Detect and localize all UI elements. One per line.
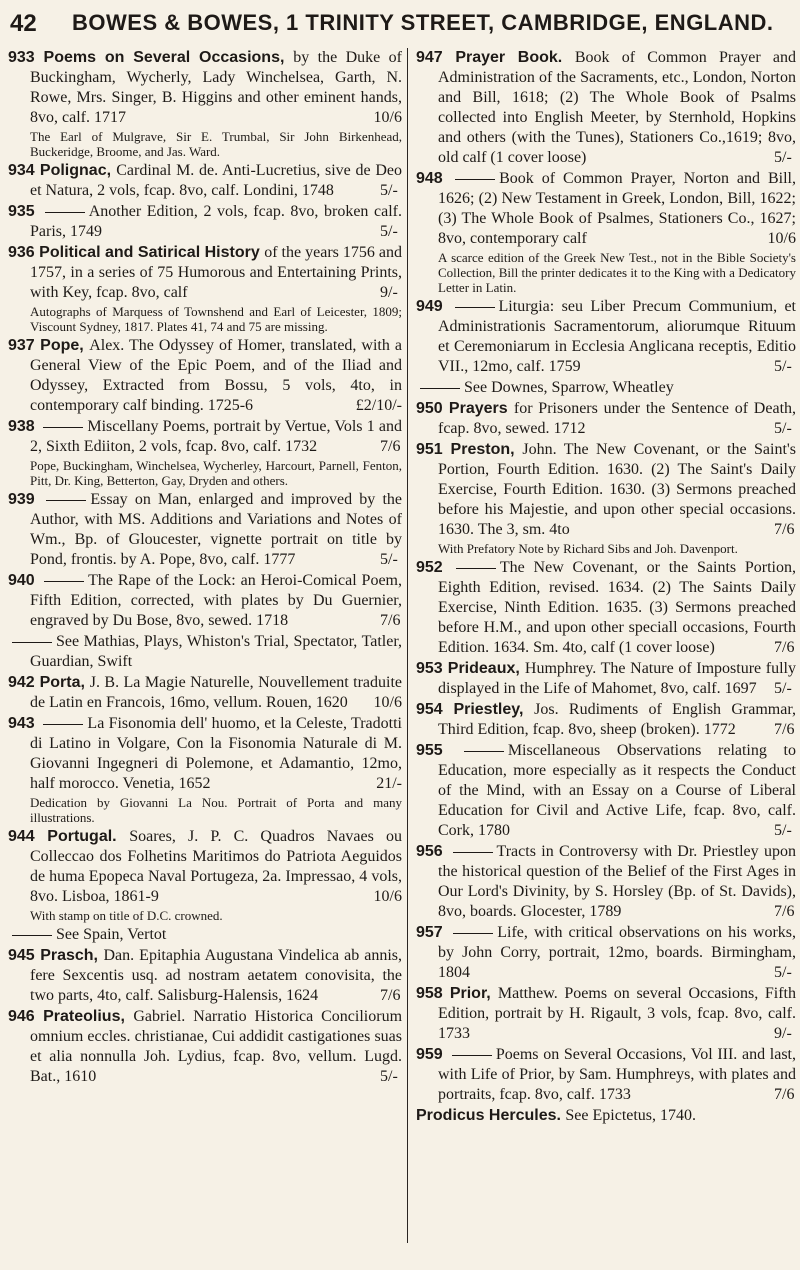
ditto-dash	[45, 212, 85, 213]
page-header	[0, 6, 800, 44]
entry-heading: Porta,	[39, 674, 90, 691]
entry-price: 10/6	[373, 109, 402, 126]
entry-heading: Prideaux,	[447, 660, 525, 677]
left-column	[8, 48, 402, 1088]
entry-description: See Spain, Vertot	[56, 926, 167, 943]
entry-number: 957	[416, 924, 450, 941]
entry-price: 21/-	[376, 775, 402, 792]
entry-heading: Poems on Several Occasions,	[43, 49, 294, 66]
entry-note: The Earl of Mulgrave, Sir E. Trumbal, Sir John Birkenhead, Buckeridge, Broome, and Jas. Ward.	[30, 129, 402, 159]
ditto-dash	[453, 933, 493, 934]
catalogue-entry	[8, 48, 402, 128]
ditto-dash	[44, 581, 84, 582]
entry-number: 936	[8, 244, 40, 261]
entry-description: See Mathias, Plays, Whiston's Trial, Spectator, Tatler, Guardian, Swift	[30, 633, 402, 670]
entry-number: 956	[416, 843, 449, 860]
entry-heading: Political and Satirical History	[39, 244, 265, 261]
ditto-dash	[43, 724, 83, 725]
entry-number: 946	[8, 1008, 44, 1025]
catalogue-entry	[8, 336, 402, 416]
catalogue-entry: 955 Miscellaneous Observations relating to Education, more especially as it respects the Conduct of the Mind, with an Essay on a Course of Liberal Education for Civil and Active Life, fcap. 8vo, calf. Cork, 1780 5/-	[416, 742, 796, 839]
entry-number: 939	[8, 491, 43, 508]
entry-price: 10/6	[767, 230, 796, 247]
catalogue-entry	[8, 925, 402, 945]
catalogue-entry: 958 Prior, Matthew. Poems on several Occasions, Fifth Edition, portrait by H. Rigault, 3 vols, fcap. 8vo, calf. 1733 9/-	[416, 985, 796, 1042]
entry-description: John. The New Covenant, or the Saint's Portion, Fourth Edition. 1630. (2) The Saint's Daily Exercise, Fourth Edition. 1630. (3) Sermons preached before his Majestie, and upon other special occasions. 1630. The 3, sm. 4to	[438, 441, 797, 538]
catalogue-entry: 940 The Rape of the Lock: an Heroi-Comical Poem, Fifth Edition, corrected, with plates by Du Guernier, engraved by Du Bose, 8vo, sewed. 1718 7/6	[8, 572, 403, 629]
catalogue-entry: 953 Prideaux, Humphrey. The Nature of Imposture fully displayed in the Life of Mahomet, 8vo, calf. 1697 5/-	[416, 660, 797, 697]
entry-description: Alex. The Odyssey of Homer, translated, with a General View of the Epic Poem, and of the Iliad and Odyssey, Extracted from Bossu, 5 vols, 4to, in contemporary calf binding. 1725-6	[30, 337, 403, 414]
entry-number: 954	[416, 701, 454, 718]
catalogue-entry: 950 Prayers for Prisoners under the Sentence of Death, fcap. 8vo, sewed. 1712 5/-	[416, 400, 797, 437]
entry-number: 944	[8, 828, 48, 845]
entry-number: 948	[416, 170, 452, 187]
entry-note: Autographs of Marquess of Townshend and Earl of Leicester, 1809; Viscount Sydney, 1817. Plates 41, 74 and 75 are missing.	[30, 304, 402, 334]
ditto-dash	[43, 427, 83, 428]
entry-number: 955	[416, 742, 460, 759]
catalogue-entry: 954 Priestley, Jos. Rudiments of English Grammar, Third Edition, fcap. 8vo, sheep (broken). 1772 7/6	[416, 701, 797, 738]
entry-description: for Prisoners under the Sentence of Death, fcap. 8vo, sewed. 1712	[438, 400, 797, 437]
entry-price: 10/6	[373, 694, 402, 711]
entry-description: Humphrey. The Nature of Imposture fully displayed in the Life of Mahomet, 8vo, calf. 1697	[438, 660, 797, 697]
ditto-dash	[452, 1055, 492, 1056]
entry-number: 933	[8, 49, 44, 66]
entry-number: 947	[416, 49, 456, 66]
entry-description: Matthew. Poems on several Occasions, Fifth Edition, portrait by H. Rigault, 3 vols, fcap. 8vo, calf. 1733	[438, 985, 796, 1042]
entry-heading: Prior,	[449, 985, 498, 1002]
page-number: 42	[10, 10, 37, 37]
entry-description: Tracts in Controversy with Dr. Priestley upon the historical question of the Belief of the First Ages in Our Lord's Divinity, by S. Horsley (Bp. of St. Davids), 8vo, boards. Glocester, 1789	[438, 843, 797, 920]
catalogue-entry: 935 Another Edition, 2 vols, fcap. 8vo, broken calf. Paris, 1749 5/-	[8, 203, 402, 240]
ditto-dash	[46, 500, 86, 501]
entry-number: 938	[8, 418, 40, 435]
entry-number: 940	[8, 572, 41, 589]
catalogue-entry: 959 Poems on Several Occasions, Vol III. and last, with Life of Prior, by Sam. Humphreys, with plates and portraits, fcap. 8vo, calf. 1733 7/6	[416, 1046, 796, 1103]
entry-heading: Portugal.	[47, 828, 130, 845]
catalogue-entry: 939 Essay on Man, enlarged and improved by the Author, with MS. Additions and Variations and Notes of Wm., Bp. of Gloucester, vignette portrait on title by Pond, frontis. by A. Pope, 8vo, calf. 1777 5/-	[8, 491, 402, 568]
running-head: BOWES & BOWES, 1 TRINITY STREET, CAMBRIDGE, ENGLAND.	[72, 10, 774, 35]
entry-note: Dedication by Giovanni La Nou. Portrait of Porta and many illustrations.	[30, 795, 402, 825]
catalogue-entry: 938 Miscellany Poems, portrait by Vertue, Vols 1 and 2, Sixth Ediiton, 2 vols, fcap. 8vo, calf. 1732 7/6	[8, 418, 403, 455]
entry-number: 935	[8, 203, 41, 220]
ditto-dash	[456, 568, 496, 569]
ditto-dash	[464, 751, 504, 752]
catalogue-entry: 947 Prayer Book. Book of Common Prayer and Administration of the Sacraments, etc., London, Norton and Bill, 1618; (2) The Whole Book of Psalms collected into English Meeter, by Sternhold, Hopkins and others (with the Tunes), Stationers Co.,1619; 8vo, old calf (1 cover loose) 5/-	[416, 49, 797, 166]
entry-number: 949	[416, 298, 451, 315]
ditto-dash	[455, 307, 495, 308]
catalogue-entry	[8, 714, 402, 794]
entry-description: The Rape of the Lock: an Heroi-Comical Poem, Fifth Edition, corrected, with plates by Du Guernier, engraved by Du Bose, 8vo, sewed. 1718	[30, 572, 403, 629]
entry-note: With stamp on title of D.C. crowned.	[30, 908, 223, 923]
entry-number: 945	[8, 947, 41, 964]
catalogue-entry: 951 Preston, John. The New Covenant, or the Saint's Portion, Fourth Edition. 1630. (2) The Saint's Daily Exercise, Fourth Edition. 1630. (3) Sermons preached before his Majestie, and upon other special occasions. 1630. The 3, sm. 4to 7/6	[416, 441, 797, 538]
catalogue-entry: 946 Prateolius, Gabriel. Narratio Historica Conciliorum omnium eccles. christianae, Cui addidit castigationes suas et alia nonnulla Joh. Lydius, fcap. 8vo, vellum. Lugd. Bat., 1610 5/-	[8, 1008, 403, 1085]
entry-description: Miscellany Poems, portrait by Vertue, Vols 1 and 2, Sixth Ediiton, 2 vols, fcap. 8vo, calf. 1732	[30, 418, 403, 455]
entry-description: Poems on Several Occasions, Vol III. and last, with Life of Prior, by Sam. Humphreys, with plates and portraits, fcap. 8vo, calf. 1733	[438, 1046, 796, 1103]
catalogue-entry: 949 Liturgia: seu Liber Precum Communium, et Administrationis Sacramentorum, aliorumque Rituum et Ceremoniarum in Ecclesia Anglicana receptis, Editio VII., 12mo, calf. 1759 5/-	[416, 298, 797, 375]
catalogue-entry	[416, 1106, 796, 1126]
right-column	[416, 48, 796, 1127]
entry-note: With Prefatory Note by Richard Sibs and Joh. Davenport.	[438, 541, 738, 556]
entry-description: Life, with critical observations on his works, by John Corry, portrait, 12mo, boards. Birmingham, 1804	[438, 924, 797, 981]
entry-number: 934	[8, 162, 40, 179]
entry-heading: Prodicus Hercules.	[416, 1107, 566, 1124]
entry-number: 951	[416, 441, 451, 458]
ditto-dash	[453, 852, 493, 853]
entry-description: Book of Common Prayer and Administration of the Sacraments, etc., London, Norton and Bill, 1618; (2) The Whole Book of Psalms collected into English Meeter, by Sternhold, Hopkins and others (with the Tunes), Stationers Co.,1619; 8vo, old calf (1 cover loose)	[438, 49, 797, 166]
entry-description: by the Duke of Buckingham, Wycherly, Lady Winchelsea, Garth, N. Rowe, Mrs. Singer, B. Higgins and other eminent hands, 8vo, calf. 1717	[30, 49, 403, 126]
catalogue-entry	[416, 378, 796, 398]
entry-description: Jos. Rudiments of English Grammar, Third Edition, fcap. 8vo, sheep (broken). 1772	[438, 701, 797, 738]
column-divider	[407, 48, 408, 1243]
entry-description: Cardinal M. de. Anti-Lucretius, sive de Deo et Natura, 2 vols, fcap. 8vo, calf. Londini, 1748	[30, 162, 403, 199]
entry-number: 943	[8, 715, 40, 732]
entry-heading: Prayers	[448, 400, 514, 417]
catalogue-entry: 956 Tracts in Controversy with Dr. Priestley upon the historical question of the Belief of the First Ages in Our Lord's Divinity, by S. Horsley (Bp. of St. Davids), 8vo, boards. Glocester, 1789 7/6	[416, 843, 797, 920]
entry-heading: Pope,	[40, 337, 90, 354]
entry-number: 937	[8, 337, 41, 354]
entry-number: 950	[416, 400, 449, 417]
ditto-dash	[455, 179, 495, 180]
entry-heading: Polignac,	[39, 162, 117, 179]
entry-description: Miscellaneous Observations relating to Education, more especially as it respects the Conduct of the Mind, with an Essay on a Course of Liberal Education for Civil and Active Life, fcap. 8vo, calf. Cork, 1780	[438, 742, 796, 839]
entry-description: The New Covenant, or the Saints Portion, Eighth Edition, revised. 1634. (2) The Saints Daily Exercise, Ninth Edition. 1635. (3) Sermons preached before H.M., and upon other speciall occasions, Fourth Edition. 1634. Sm. 4to, calf (1 cover loose)	[438, 559, 797, 656]
entry-number: 958	[416, 985, 450, 1002]
entry-description: Dan. Epitaphia Augustana Vindelica ab annis, fere Sexcentis usq. ad nostram aetatem conovisita, the two parts, 4to, calf. Salisburg-Halensis, 1624	[30, 947, 402, 1004]
entry-number: 959	[416, 1046, 448, 1063]
entry-heading: Prayer Book.	[455, 49, 575, 66]
catalogue-entry: 936 Political and Satirical History of the years 1756 and 1757, in a series of 75 Humorous and Entertaining Prints, with Key, fcap. 8vo, calf 9/-	[8, 244, 403, 301]
entry-heading: Preston,	[450, 441, 523, 458]
entry-price: £2/10/-	[355, 397, 402, 414]
entry-description: Gabriel. Narratio Historica Conciliorum omnium eccles. christianae, Cui addidit castigationes suas et alia nonnulla Joh. Lydius, fcap. 8vo, vellum. Lugd. Bat., 1610	[30, 1008, 403, 1085]
catalogue-entry	[8, 632, 402, 672]
catalogue-entry: 957 Life, with critical observations on his works, by John Corry, portrait, 12mo, boards. Birmingham, 1804 5/-	[416, 924, 797, 981]
entry-price: 10/6	[373, 888, 402, 905]
catalogue-entry	[8, 673, 402, 713]
entry-note: A scarce edition of the Greek New Test., not in the Bible Society's Collection, Bill the printer dedicates it to the King with a Dedicatory Letter in Latin.	[438, 250, 796, 295]
entry-description: See Downes, Sparrow, Wheatley	[464, 379, 674, 396]
entry-description: Soares, J. P. C. Quadros Navaes ou Colleccao dos Folhetins Maritimos do Patriota Aeguidos de huma Epopeca Naval Portugeza, 2a. Impressao, 4 vols, 8vo. Lisboa, 1861-9	[30, 828, 402, 905]
catalogue-entry	[8, 827, 402, 907]
ditto-dash	[12, 642, 52, 643]
entry-description: of the years 1756 and 1757, in a series of 75 Humorous and Entertaining Prints, with Key, fcap. 8vo, calf	[30, 244, 403, 301]
entry-number: 942	[8, 674, 40, 691]
entry-description: Essay on Man, enlarged and improved by the Author, with MS. Additions and Variations and Notes of Wm., Bp. of Gloucester, vignette portrait on title by Pond, frontis. by A. Pope, 8vo, calf. 1777	[30, 491, 402, 568]
entry-number: 952	[416, 559, 452, 576]
entry-note: Pope, Buckingham, Winchelsea, Wycherley, Harcourt, Parnell, Fenton, Pitt, Dr. King, Betterton, Gay, Dryden and others.	[30, 458, 402, 488]
entry-description: J. B. La Magie Naturelle, Nouvellement traduite de Latin en Francois, 16mo, vellum. Rouen, 1620	[30, 674, 402, 711]
entry-description: See Epictetus, 1740.	[565, 1107, 697, 1124]
ditto-dash	[12, 935, 52, 936]
catalogue-entry: 945 Prasch, Dan. Epitaphia Augustana Vindelica ab annis, fere Sexcentis usq. ad nostram aetatem conovisita, the two parts, 4to, calf. Salisburg-Halensis, 1624 7/6	[8, 947, 402, 1004]
entry-description: Liturgia: seu Liber Precum Communium, et Administrationis Sacramentorum, aliorumque Rituum et Ceremoniarum in Ecclesia Anglicana receptis, Editio VII., 12mo, calf. 1759	[438, 298, 797, 375]
entry-number: 953	[416, 660, 448, 677]
ditto-dash	[420, 388, 460, 389]
catalogue-entry	[416, 169, 796, 249]
catalogue-entry: 952 The New Covenant, or the Saints Portion, Eighth Edition, revised. 1634. (2) The Saints Daily Exercise, Ninth Edition. 1635. (3) Sermons preached before H.M., and upon other speciall occasions, Fourth Edition. 1634. Sm. 4to, calf (1 cover loose) 7/6	[416, 559, 797, 656]
catalogue-entry: 934 Polignac, Cardinal M. de. Anti-Lucretius, sive de Deo et Natura, 2 vols, fcap. 8vo, calf. Londini, 1748 5/-	[8, 162, 403, 199]
entry-heading: Prateolius,	[43, 1008, 134, 1025]
entry-heading: Priestley,	[453, 701, 535, 718]
entry-description: Book of Common Prayer, Norton and Bill, 1626; (2) New Testament in Greek, London, Bill, 1622; (3) The Whole Book of Psalmes, Stationers Co., 1627; 8vo, contemporary calf	[438, 170, 796, 247]
entry-description: Another Edition, 2 vols, fcap. 8vo, broken calf. Paris, 1749	[30, 203, 402, 240]
entry-heading: Prasch,	[40, 947, 104, 964]
entry-description: La Fisonomia dell' huomo, et la Celeste, Tradotti di Latino in Volgare, Con la Fisonomia Naturale di M. Giovanni Ingegneri di Polemone, et Adamantio, 12mo, half morocco. Venetia, 1652	[30, 715, 402, 792]
